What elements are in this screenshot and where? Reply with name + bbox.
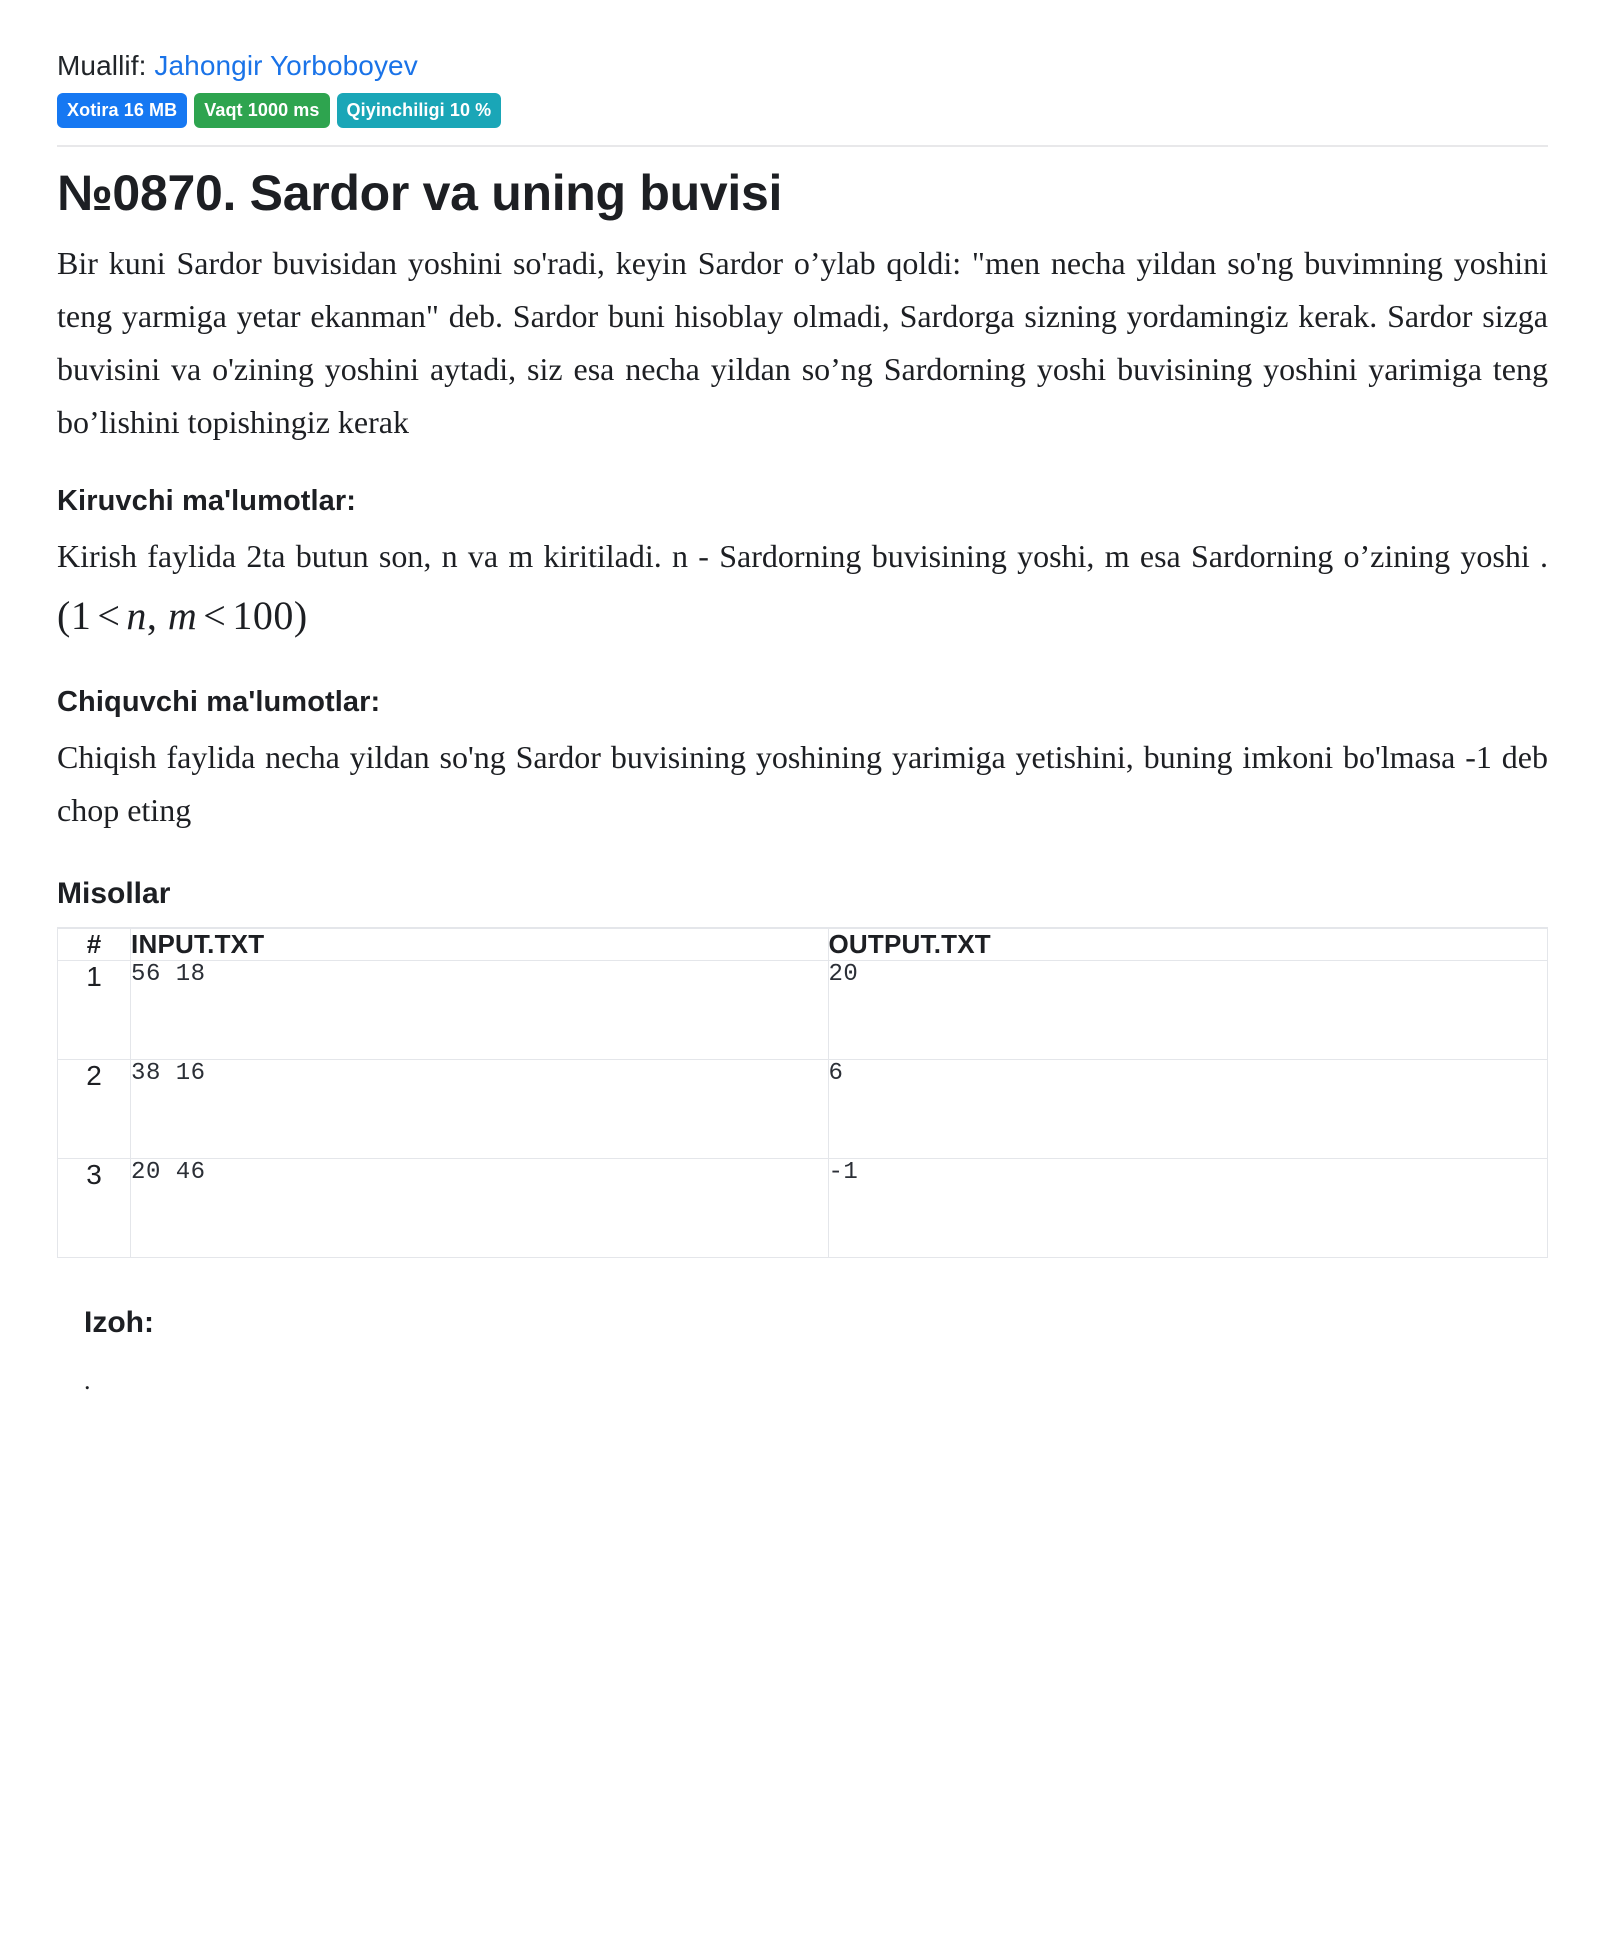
row-index: 2: [58, 1060, 131, 1159]
page-title: №0870. Sardor va uning buvisi: [57, 165, 783, 222]
badge-row: [57, 93, 1548, 128]
author-line: [57, 48, 1548, 84]
row-input-value: 56 18: [131, 961, 828, 1060]
row-input-value: 20 46: [131, 1159, 828, 1258]
math-upper-bound: 100: [232, 593, 294, 639]
output-section-text: Chiqish faylida necha yildan so'ng Sardor buvisining yoshining yarimiga yetishini, buning imkoni bo'lmasa -1 deb chop eting: [57, 738, 1548, 828]
examples-table-body: [58, 961, 1548, 1258]
math-open-paren: (: [57, 593, 71, 639]
table-row: [58, 1159, 1548, 1258]
row-index: 3: [58, 1159, 131, 1258]
table-row: [58, 1060, 1548, 1159]
author-link[interactable]: Jahongir Yorboboyev: [154, 50, 418, 81]
memory-badge: Xotira 16 MB: [57, 93, 187, 128]
difficulty-badge: Qiyinchiligi 10 %: [337, 93, 502, 128]
row-input-value: 38 16: [131, 1060, 828, 1159]
header-divider: [57, 145, 1548, 147]
math-variable-n: n: [126, 593, 147, 639]
input-constraint-math: [57, 593, 308, 638]
math-lower-bound: 1: [70, 593, 92, 639]
input-section-text: [57, 530, 1548, 650]
input-section-heading: Kiruvchi ma'lumotlar:: [57, 485, 357, 518]
output-section-heading: Chiquvchi ma'lumotlar:: [57, 685, 381, 718]
examples-table: [57, 927, 1548, 1258]
column-header-index: #: [58, 928, 131, 961]
math-less-than-1: <: [97, 593, 121, 639]
math-variable-m: m: [167, 593, 198, 639]
row-output-value: -1: [828, 1159, 1548, 1258]
row-index: 1: [58, 961, 131, 1060]
row-output-value: 6: [828, 1060, 1548, 1159]
column-header-output: OUTPUT.TXT: [828, 928, 1548, 961]
note-text: .: [84, 1366, 91, 1396]
author-label: Muallif:: [57, 50, 147, 81]
math-close-paren: ): [293, 593, 308, 639]
examples-table-head: [58, 928, 1548, 961]
input-section-description: Kirish faylida 2ta butun son, n va m kiritiladi. n - Sardorning buvisining yoshi, m esa Sardorning o’zining yoshi .: [57, 538, 1548, 575]
page-bottom-spacer: [57, 1394, 1548, 1594]
problem-statement: Bir kuni Sardor buvisidan yoshini so'radi, keyin Sardor o’ylab qoldi: "men necha yildan so'ng buvimning yoshini teng yarmiga yetar ekanman" deb. Sardor buni hisoblay olmadi, Sardorga sizning yordamingiz kerak. Sardor sizga buvisini va o'zining yoshini aytadi, siz esa necha yildan so’ng Sardorning yoshi buvisining yoshini yarimiga teng bo’lishini topishingiz kerak: [57, 244, 1548, 441]
column-header-input: INPUT.TXT: [131, 928, 828, 961]
examples-heading: Misollar: [57, 877, 171, 911]
time-badge: Vaqt 1000 ms: [194, 93, 329, 128]
math-comma: ,: [146, 593, 158, 639]
note-heading: Izoh:: [84, 1306, 154, 1340]
math-less-than-2: <: [203, 593, 227, 639]
row-output-value: 20: [828, 961, 1548, 1060]
table-row: [58, 961, 1548, 1060]
table-header-row: [58, 928, 1548, 961]
